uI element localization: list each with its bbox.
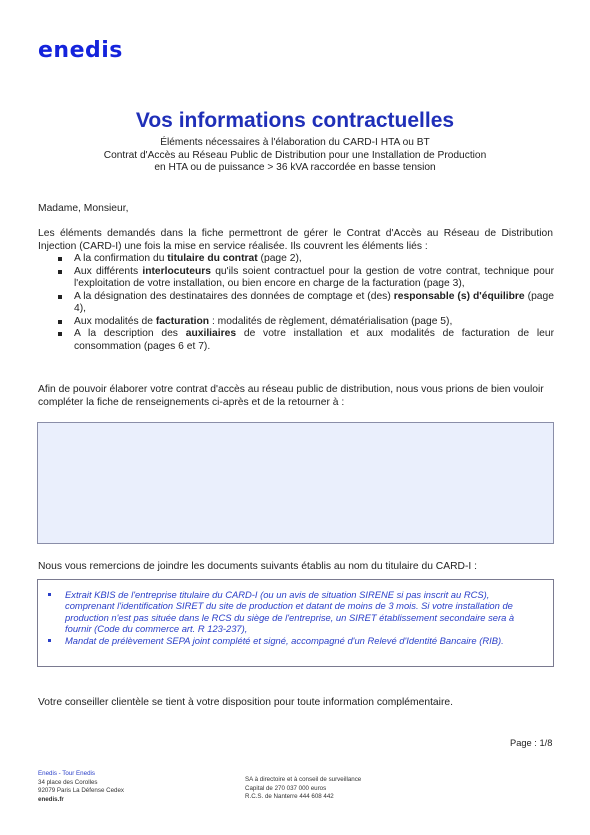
page-number: Page : 1/8 xyxy=(510,738,553,748)
list-item: Aux différents interlocuteurs qu'ils soient contractuel pour la gestion de votre contrat, technique pour l'exploitation de votre installation, ou bien encore en charge de la facturation (page 3), xyxy=(58,266,554,291)
page-title: Vos informations contractuelles xyxy=(135,109,455,132)
salutation: Madame, Monsieur, xyxy=(38,203,129,214)
document-item: Mandat de prélèvement SEPA joint complété et signé, accompagné d'un Relevé d'Identité Bancaire (RIB). xyxy=(48,635,536,646)
subtitle xyxy=(40,137,550,175)
list-item: Aux modalités de facturation : modalités de règlement, dématérialisation (page 5), xyxy=(58,316,554,329)
elements-list xyxy=(58,253,554,353)
footer-line: 92079 Paris La Défense Cedex xyxy=(38,787,124,794)
return-instructions: Afin de pouvoir élaborer votre contrat d'accès au réseau public de distribution, nous vous prions de bien vouloir compléter la fiche de renseignements ci-après et de la retourner à : xyxy=(38,384,544,408)
closing-sentence: Votre conseiller clientèle se tient à votre disposition pour toute information complémentaire. xyxy=(38,697,453,708)
subtitle-line: Contrat d'Accès au Réseau Public de Distribution pour une Installation de Production xyxy=(103,149,487,161)
intro-paragraph: Les éléments demandés dans la fiche permettront de gérer le Contrat d'Accès au Réseau de Distribution Injection (CARD-I) une fois la mise en service réalisée. Ils couvrent les éléments liés : xyxy=(38,228,553,252)
documents-intro: Nous vous remercions de joindre les documents suivants établis au nom du titulaire du CARD-I : xyxy=(38,561,477,572)
list-item: A la désignation des destinataires des données de comptage et (des) responsable (s) d'équilibre (page 4), xyxy=(58,291,554,316)
footer-line: R.C.S. de Nanterre 444 608 442 xyxy=(245,793,334,800)
enedis-logo: enedis xyxy=(38,38,123,63)
subtitle-line: en HTA ou de puissance > 36 kVA raccordée en basse tension xyxy=(154,162,436,173)
return-address-field[interactable] xyxy=(37,422,554,544)
footer-legal xyxy=(245,776,361,802)
footer-line: SA à directoire et à conseil de surveillance xyxy=(245,776,362,783)
footer-line: Capital de 270 037 000 euros xyxy=(245,784,327,792)
footer-address xyxy=(38,770,124,804)
list-item: A la description des auxiliaires de votre installation et aux modalités de facturation de leur consommation (pages 6 et 7). xyxy=(58,328,554,353)
required-documents-box xyxy=(37,579,554,667)
document-item: Extrait KBIS de l'entreprise titulaire du CARD-I (ou un avis de situation SIRENE si pas inscrit au RCS), comprenant l'identification SIRET du site de production et datant de moins de 3 mois. Si votre installation de production n'est pas située dans le RCS du siège de l'entreprise, un SIRET établissement secondaire sera à fournir (Code du commerce art. R 123-237), xyxy=(48,589,536,635)
footer-company: Enedis - Tour Enedis xyxy=(38,770,95,777)
footer-website-link[interactable]: enedis.fr xyxy=(38,795,64,803)
subtitle-line: Éléments nécessaires à l'élaboration du CARD-I HTA ou BT xyxy=(160,137,430,148)
footer-line: 34 place des Corolles xyxy=(38,778,98,786)
list-item: A la confirmation du titulaire du contrat (page 2), xyxy=(58,253,554,266)
